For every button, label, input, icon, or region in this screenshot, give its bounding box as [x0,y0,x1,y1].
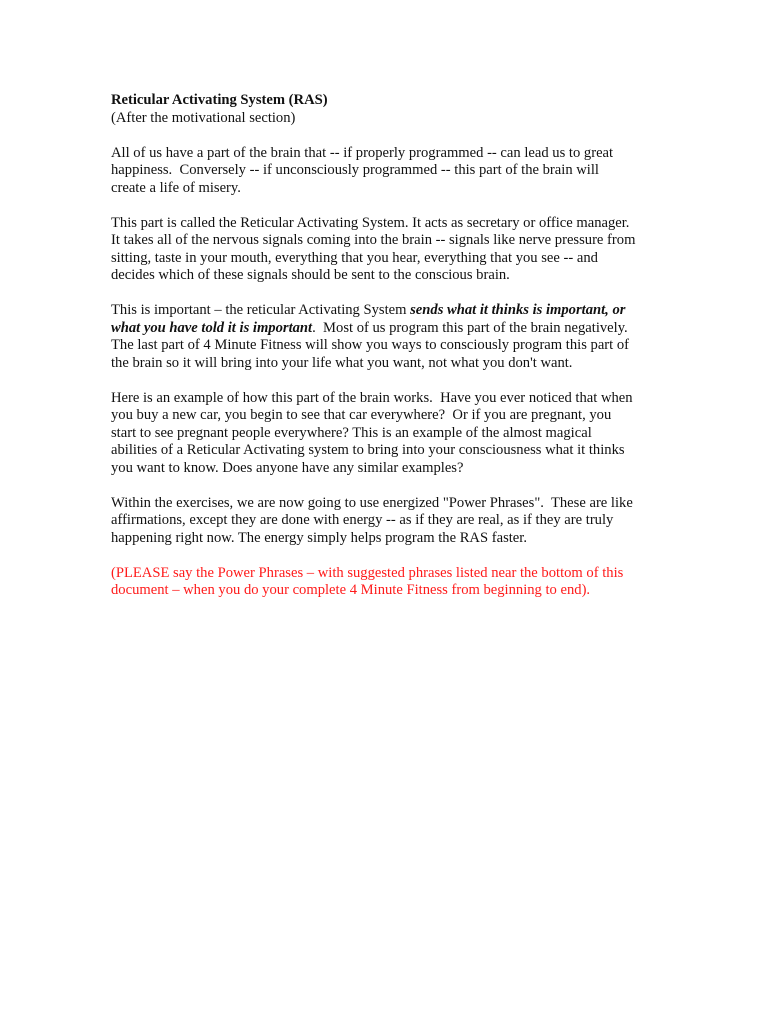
document-subtitle: (After the motivational section) [111,109,296,126]
paragraph-line: All of us have a part of the brain that -- if properly programmed -- can lead us to great [111,144,614,161]
paragraph-line: sitting, taste in your mouth, everything that you hear, everything that you see -- and [111,249,598,266]
plain-text: This is important – the reticular Activating System [111,302,411,318]
paragraph-line: create a life of misery. [111,179,241,196]
document-page [111,92,651,617]
paragraph-line: It takes all of the nervous signals coming into the brain -- signals like nerve pressure from [111,232,636,248]
emphasis-text: sends what it thinks is important, or [410,302,626,318]
heading-block [111,92,651,127]
plain-text: . Most of us program this part of the brain negatively. [312,319,628,336]
paragraph-importance [111,302,651,372]
paragraph-line: decides which of these signals should be sent to the conscious brain. [111,267,510,283]
paragraph-line: (PLEASE say the Power Phrases – with suggested phrases listed near the bottom of this [111,564,624,581]
paragraph-red-note [111,565,651,600]
paragraph-intro [111,145,651,198]
paragraph-line: start to see pregnant people everywhere? This is an example of the almost magical [111,424,592,441]
paragraph-line: you want to know. Does anyone have any similar examples? [111,459,464,476]
paragraph-line: happiness. Conversely -- if unconsciously programmed -- this part of the brain will [111,162,599,178]
paragraph-line: abilities of a Reticular Activating system to bring into your consciousness what it thinks [111,442,625,458]
paragraph-example [111,390,651,478]
paragraph-line [111,320,651,338]
paragraph-line: The last part of 4 Minute Fitness will show you ways to consciously program this part of [111,337,630,353]
paragraph-ras-definition [111,215,651,285]
paragraph-line: Here is an example of how this part of the brain works. Have you ever noticed that when [111,389,633,406]
document-title: Reticular Activating System (RAS) [111,92,328,108]
paragraph-line [111,302,651,320]
paragraph-line: document – when you do your complete 4 Minute Fitness from beginning to end). [111,582,591,598]
paragraph-line: you buy a new car, you begin to see that car everywhere? Or if you are pregnant, you [111,407,612,423]
paragraph-line: affirmations, except they are done with energy -- as if they are real, as if they are truly [111,512,614,528]
emphasis-text: what you have told it is important [111,319,313,336]
paragraph-line: the brain so it will bring into your life what you want, not what you don't want. [111,354,573,371]
paragraph-line: happening right now. The energy simply helps program the RAS faster. [111,529,527,546]
paragraph-line: This part is called the Reticular Activating System. It acts as secretary or office manager. [111,214,630,231]
paragraph-power-phrases [111,495,651,548]
paragraph-line: Within the exercises, we are now going to use energized "Power Phrases". These are like [111,494,633,511]
